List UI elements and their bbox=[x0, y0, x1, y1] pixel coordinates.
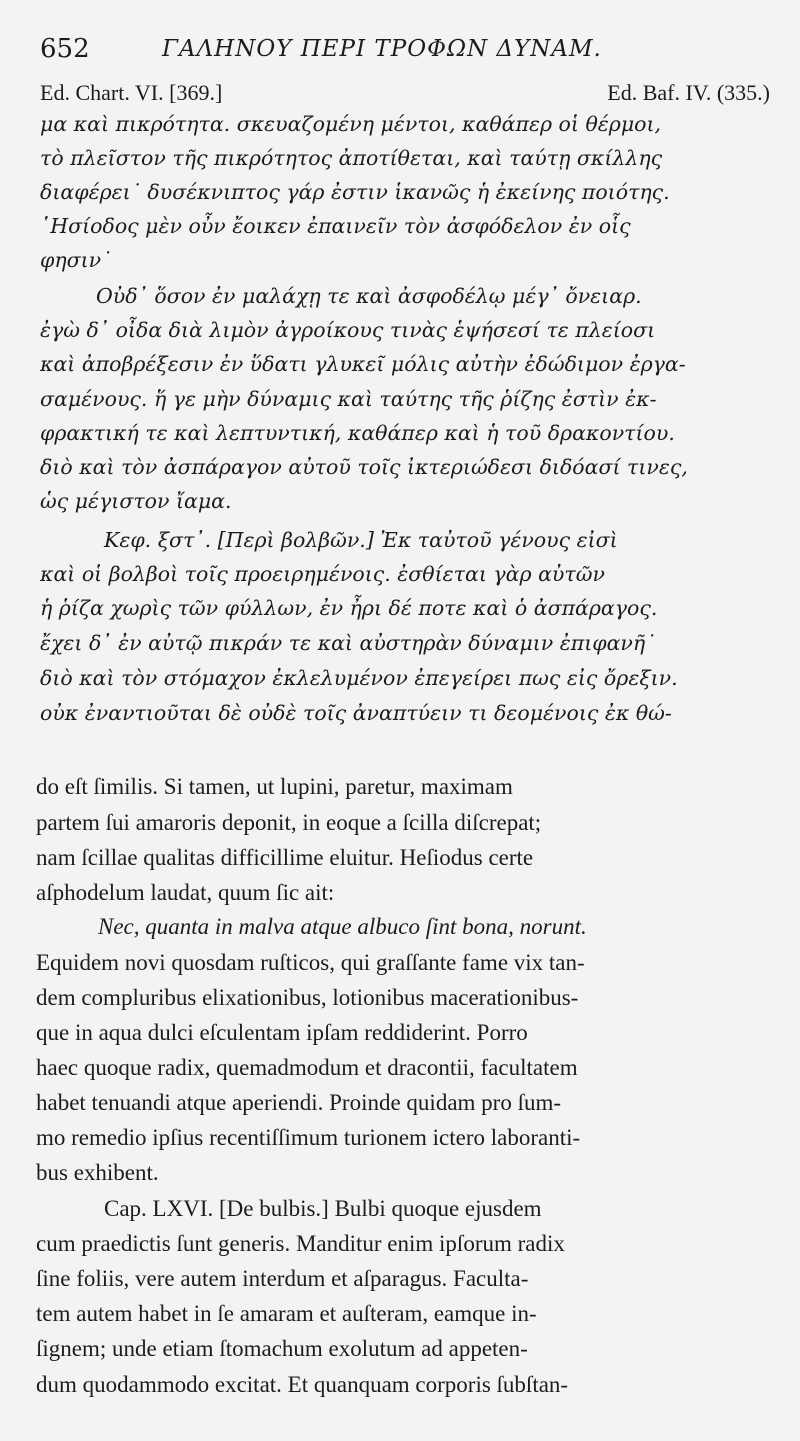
greek-line: φησιν˙ bbox=[40, 248, 112, 272]
running-title: ΓΑΛΗΝΟΥ ΠΕΡΙ ΤΡΟΦΩΝ ΔΥΝΑΜ. bbox=[162, 36, 602, 62]
greek-line: σαμένους. ἥ γε μὴν δύναμις καὶ ταύτης τῆς ῥίζης ἐστὶν ἐκ- bbox=[40, 387, 657, 411]
greek-line: ὡς μέγιστον ἴαμα. bbox=[40, 489, 232, 513]
greek-line: ἔχει δ᾽ ἐν αὐτῷ πικράν τε καὶ αὐστηρὰν δύναμιν ἐπιφανῆ˙ bbox=[40, 631, 656, 655]
latin-line: que in aqua dulci eſculentam ipſam reddiderint. Porro bbox=[36, 1020, 528, 1045]
edition-reference-right: Ed. Baf. IV. (335.) bbox=[607, 80, 770, 105]
latin-chapter-heading-line: Cap. LXVI. [De bulbis.] Bulbi quoque ejusdem bbox=[104, 1196, 542, 1221]
latin-line: haec quoque radix, quemadmodum et dracontii, facultatem bbox=[36, 1055, 578, 1080]
greek-line: καὶ ἀποβρέξεσιν ἐν ὕδατι γλυκεῖ μόλις αὐτὴν ἐδώδιμον ἐργα- bbox=[40, 352, 686, 376]
page-number: 652 bbox=[40, 34, 90, 64]
latin-line: partem ſui amaroris deponit, in eoque a ſcilla diſcrepat; bbox=[36, 810, 542, 835]
greek-line: ἡ ῥίζα χωρὶς τῶν φύλλων, ἐν ἦρι δέ ποτε καὶ ὁ ἀσπάραγος. bbox=[40, 596, 658, 620]
greek-verse-line: Οὐδ᾽ ὅσον ἐν μαλάχῃ τε καὶ ἀσφοδέλῳ μέγ᾽ ὄνειαρ. bbox=[96, 284, 642, 308]
greek-line: οὐκ ἐναντιοῦται δὲ οὐδὲ τοῖς ἀναπτύειν τι δεομένοις ἐκ θώ- bbox=[40, 701, 672, 725]
greek-line: διαφέρει˙ δυσέκνιπτος γάρ ἐστιν ἱκανῶς ἡ ἐκείνης ποιότης. bbox=[40, 180, 670, 204]
latin-line: nam ſcillae qualitas difficillime eluitur. Heſiodus certe bbox=[36, 845, 534, 870]
greek-line: καὶ οἱ βολβοὶ τοῖς προειρημένοις. ἐσθίεται γὰρ αὐτῶν bbox=[40, 562, 605, 586]
greek-line: διὸ καὶ τὸν ἀσπάραγον αὐτοῦ τοῖς ἰκτεριώδεσι διδόασί τινες, bbox=[40, 455, 688, 479]
latin-line: cum praedictis ſunt generis. Manditur enim ipſorum radix bbox=[36, 1231, 565, 1256]
greek-line: μα καὶ πικρότητα. σκευαζομένη μέντοι, καθάπερ οἱ θέρμοι, bbox=[40, 112, 662, 136]
latin-line: mo remedio ipſius recentiſſimum turionem ictero laboranti- bbox=[36, 1125, 581, 1150]
greek-line: διὸ καὶ τὸν στόμαχον ἐκλελυμένον ἐπεγείρει πως εἰς ὄρεξιν. bbox=[40, 666, 678, 690]
latin-line: dum quodammodo excitat. Et quanquam corporis ſubſtan- bbox=[36, 1372, 569, 1397]
latin-line: ſine foliis, vere autem interdum et aſparagus. Faculta- bbox=[36, 1266, 529, 1291]
greek-line: τὸ πλεῖστον τῆς πικρότητος ἀποτίθεται, καὶ ταύτῃ σκίλλης bbox=[40, 146, 663, 170]
edition-reference-left: Ed. Chart. VI. [369.] bbox=[40, 80, 223, 105]
latin-verse-line: Nec, quanta in malva atque albuco ſint bona, norunt. bbox=[98, 914, 587, 939]
greek-line: φρακτική τε καὶ λεπτυντική, καθάπερ καὶ ἡ τοῦ δρακοντίου. bbox=[40, 421, 675, 445]
latin-line: dem compluribus elixationibus, lotionibus macerationibus- bbox=[36, 985, 579, 1010]
latin-line: aſphodelum laudat, quum ſic ait: bbox=[36, 880, 335, 905]
greek-chapter-heading-line: Κεφ. ξστ᾽. [Περὶ βολβῶν.] Ἐκ ταὐτοῦ γένους εἰσὶ bbox=[104, 528, 618, 552]
latin-line: Equidem novi quosdam ruſticos, qui graſſante fame vix tan- bbox=[36, 950, 585, 975]
latin-line: ſignem; unde etiam ſtomachum exolutum ad appeten- bbox=[36, 1336, 528, 1361]
latin-line: habet tenuandi atque aperiendi. Proinde quidam pro ſum- bbox=[36, 1090, 562, 1115]
greek-line: ἐγὼ δ᾽ οἶδα διὰ λιμὸν ἀγροίκους τινὰς ἑψήσεσί τε πλείοσι bbox=[40, 318, 656, 342]
latin-line: bus exhibent. bbox=[36, 1160, 159, 1185]
latin-line: do eſt ſimilis. Si tamen, ut lupini, paretur, maximam bbox=[36, 774, 513, 799]
greek-line: ῾Ησίοδος μὲν οὖν ἔοικεν ἐπαινεῖν τὸν ἀσφόδελον ἐν οἷς bbox=[40, 214, 631, 238]
latin-line: tem autem habet in ſe amaram et auſteram, eamque in- bbox=[36, 1301, 537, 1326]
